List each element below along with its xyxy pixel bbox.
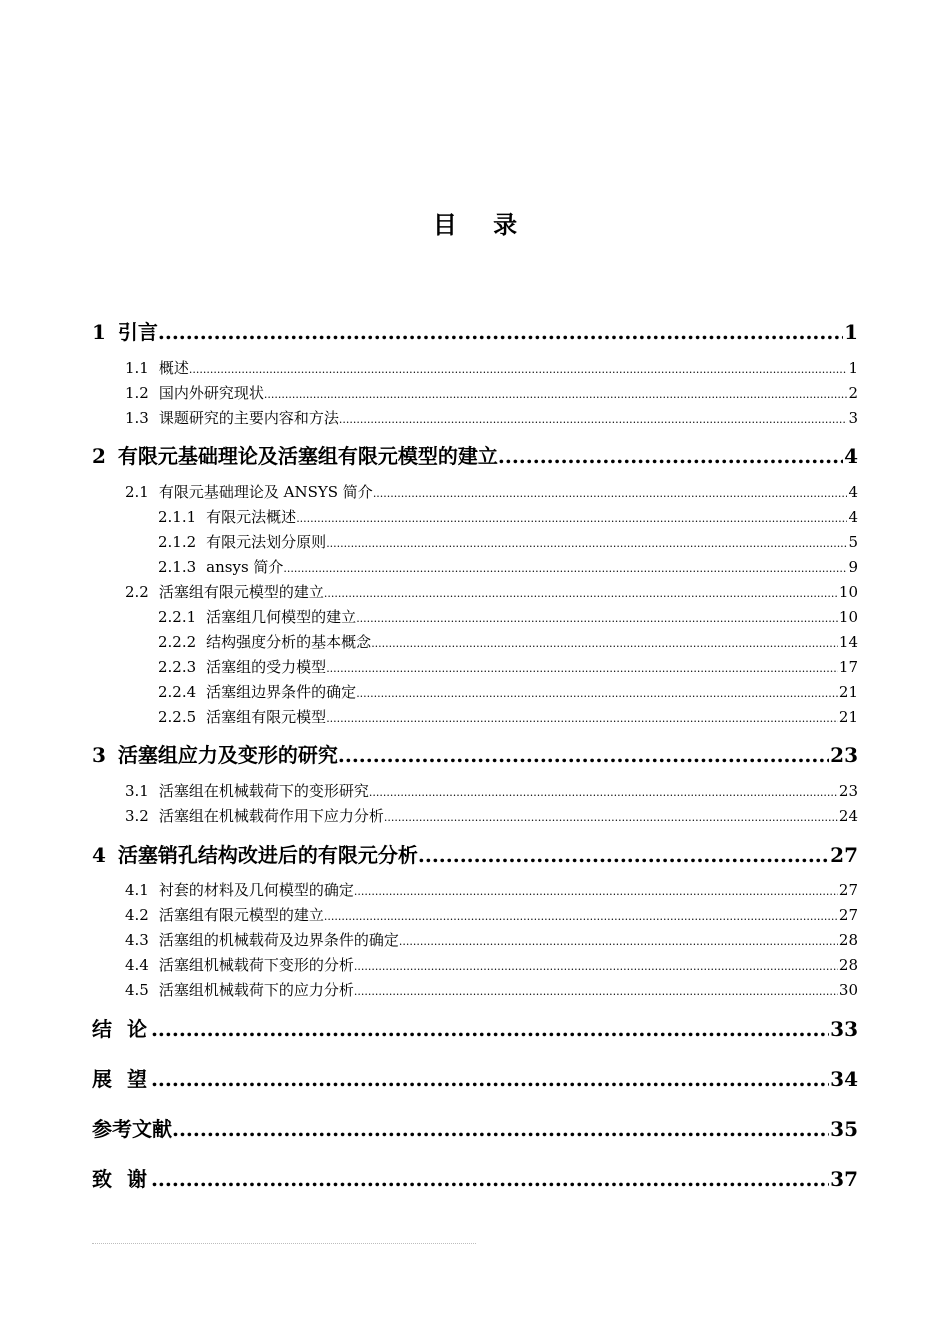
dot-leader (373, 487, 848, 500)
toc-section-4-4[interactable] (125, 954, 858, 975)
toc-title: 活塞组几何模型的建立 (206, 608, 357, 626)
toc-conclusion[interactable] (92, 1013, 858, 1042)
toc-title: 概述 (158, 359, 189, 377)
dot-leader (189, 363, 848, 376)
toc-number: 4.4 (125, 956, 149, 974)
toc-page-number: 27 (830, 843, 858, 867)
toc-number: 4.1 (125, 881, 149, 899)
toc-page-number: 34 (830, 1067, 858, 1091)
toc-number: 2.1.1 (158, 508, 197, 526)
toc-chapter-4[interactable] (92, 839, 858, 868)
toc-title: 结 论 (92, 1017, 151, 1041)
toc-section-4-5[interactable] (125, 979, 858, 1000)
toc-number: 2.2.3 (158, 658, 197, 676)
toc-title: 活塞组有限元模型的建立 (158, 583, 324, 601)
table-of-contents (92, 0, 858, 1344)
toc-section-4-3[interactable] (125, 929, 858, 950)
dot-leader (356, 612, 838, 625)
toc-page-number: 21 (838, 683, 858, 701)
toc-section-1-3[interactable] (125, 407, 858, 428)
dot-leader (326, 712, 838, 725)
dot-leader (354, 960, 838, 973)
dot-leader (151, 1067, 829, 1091)
dot-leader (283, 562, 847, 575)
toc-title: 活塞组应力及变形的研究 (117, 743, 338, 767)
toc-section-4-2[interactable] (125, 904, 858, 925)
toc-number: 1.2 (125, 384, 149, 402)
toc-page-number: 9 (848, 558, 858, 576)
toc-title: 有限元基础理论及活塞组有限元模型的建立 (117, 444, 498, 468)
toc-title: 活塞组在机械载荷作用下应力分析 (158, 807, 384, 825)
toc-page-number: 33 (830, 1017, 858, 1041)
toc-section-3-1[interactable] (125, 780, 858, 801)
page-title: 目 录 (432, 210, 532, 239)
toc-subsection-2-1-3[interactable] (158, 556, 858, 577)
toc-acknowledgements[interactable] (92, 1163, 858, 1192)
toc-page-number: 5 (848, 533, 858, 551)
dot-leader (324, 587, 838, 600)
toc-page-number: 23 (838, 782, 858, 800)
toc-page-number: 1 (844, 320, 858, 344)
toc-page-number: 2 (848, 384, 858, 402)
toc-title: 活塞销孔结构改进后的有限元分析 (117, 843, 418, 867)
toc-section-4-1[interactable] (125, 879, 858, 900)
toc-number: 2.1.3 (158, 558, 197, 576)
toc-page-number: 35 (830, 1117, 858, 1141)
toc-title: ansys 简介 (206, 558, 284, 576)
toc-number: 2.1.2 (158, 533, 197, 551)
toc-number: 1.3 (125, 409, 149, 427)
toc-subsection-2-2-3[interactable] (158, 656, 858, 677)
toc-page-number: 30 (838, 981, 858, 999)
toc-subsection-2-2-4[interactable] (158, 681, 858, 702)
toc-page-number: 23 (830, 743, 858, 767)
toc-title: 活塞组有限元模型 (206, 708, 327, 726)
toc-title: 活塞组有限元模型的建立 (158, 906, 324, 924)
dot-leader (369, 786, 838, 799)
toc-chapter-1[interactable] (92, 316, 858, 345)
toc-page-number: 3 (848, 409, 858, 427)
toc-page-number: 27 (838, 906, 858, 924)
toc-title: 活塞组机械载荷下的应力分析 (158, 981, 354, 999)
dot-leader (326, 662, 838, 675)
toc-page-number: 21 (838, 708, 858, 726)
dot-leader (354, 985, 838, 998)
toc-title: 有限元法划分原则 (206, 533, 327, 551)
toc-references[interactable] (92, 1113, 858, 1142)
toc-title: 课题研究的主要内容和方法 (158, 409, 339, 427)
toc-page-number: 10 (838, 583, 858, 601)
toc-title: 致 谢 (92, 1167, 151, 1191)
toc-title: 活塞组边界条件的确定 (206, 683, 357, 701)
toc-page-number: 37 (830, 1167, 858, 1191)
toc-section-2-2[interactable] (125, 581, 858, 602)
toc-number: 2.1 (125, 483, 149, 501)
toc-title: 活塞组在机械载荷下的变形研究 (158, 782, 369, 800)
toc-title: 展 望 (92, 1067, 151, 1091)
toc-page-number: 4 (844, 444, 858, 468)
toc-section-2-1[interactable] (125, 481, 858, 502)
dot-leader (158, 320, 843, 344)
dot-leader (498, 444, 843, 468)
toc-section-1-2[interactable] (125, 382, 858, 403)
toc-title: 国内外研究现状 (158, 384, 264, 402)
toc-number: 4 (92, 843, 106, 867)
toc-number: 1.1 (125, 359, 149, 377)
dot-leader (296, 512, 847, 525)
dot-leader (399, 935, 838, 948)
toc-number: 2 (92, 444, 106, 468)
toc-title: 引言 (117, 320, 158, 344)
toc-number: 2.2.1 (158, 608, 197, 626)
toc-number: 4.2 (125, 906, 149, 924)
toc-number: 3 (92, 743, 106, 767)
toc-number: 2.2 (125, 583, 149, 601)
toc-subsection-2-2-2[interactable] (158, 631, 858, 652)
toc-number: 2.2.2 (158, 633, 197, 651)
toc-number: 3.1 (125, 782, 149, 800)
dot-leader (324, 910, 838, 923)
dot-leader (151, 1167, 829, 1191)
toc-title: 活塞组机械载荷下变形的分析 (158, 956, 354, 974)
dot-leader (354, 885, 838, 898)
toc-page-number: 24 (838, 807, 858, 825)
toc-number: 3.2 (125, 807, 149, 825)
toc-page-number: 28 (838, 931, 858, 949)
toc-subsection-2-1-1[interactable] (158, 506, 858, 527)
toc-number: 2.2.4 (158, 683, 197, 701)
toc-page-number: 4 (848, 508, 858, 526)
dot-leader (384, 811, 838, 824)
dot-leader (339, 413, 848, 426)
dot-leader (326, 537, 847, 550)
toc-title: 结构强度分析的基本概念 (206, 633, 372, 651)
dot-leader (172, 1117, 829, 1141)
toc-subsection-2-2-5[interactable] (158, 706, 858, 727)
toc-page-number: 1 (848, 359, 858, 377)
dot-leader (356, 687, 838, 700)
toc-page-number: 27 (838, 881, 858, 899)
toc-title: 活塞组的机械载荷及边界条件的确定 (158, 931, 399, 949)
toc-section-1-1[interactable] (125, 357, 858, 378)
toc-subsection-2-1-2[interactable] (158, 531, 858, 552)
toc-title: 有限元基础理论及 ANSYS 简介 (158, 483, 373, 501)
toc-page-number: 4 (848, 483, 858, 501)
toc-outlook[interactable] (92, 1063, 858, 1092)
toc-chapter-3[interactable] (92, 739, 858, 768)
dot-leader (338, 743, 829, 767)
toc-page-number: 28 (838, 956, 858, 974)
dot-leader (371, 637, 838, 650)
toc-number: 2.2.5 (158, 708, 197, 726)
toc-title: 衬套的材料及几何模型的确定 (158, 881, 354, 899)
toc-page-number: 10 (838, 608, 858, 626)
toc-title: 有限元法概述 (206, 508, 297, 526)
dot-leader (418, 843, 829, 867)
toc-number: 4.5 (125, 981, 149, 999)
footer-divider (92, 1243, 476, 1244)
toc-number: 1 (92, 320, 106, 344)
toc-title: 活塞组的受力模型 (206, 658, 327, 676)
dot-leader (264, 388, 848, 401)
toc-page-number: 14 (838, 633, 858, 651)
toc-chapter-2[interactable] (92, 440, 858, 469)
toc-title: 参考文献 (92, 1117, 172, 1141)
toc-section-3-2[interactable] (125, 805, 858, 826)
toc-number: 4.3 (125, 931, 149, 949)
toc-page-number: 17 (838, 658, 858, 676)
dot-leader (151, 1017, 829, 1041)
toc-subsection-2-2-1[interactable] (158, 606, 858, 627)
